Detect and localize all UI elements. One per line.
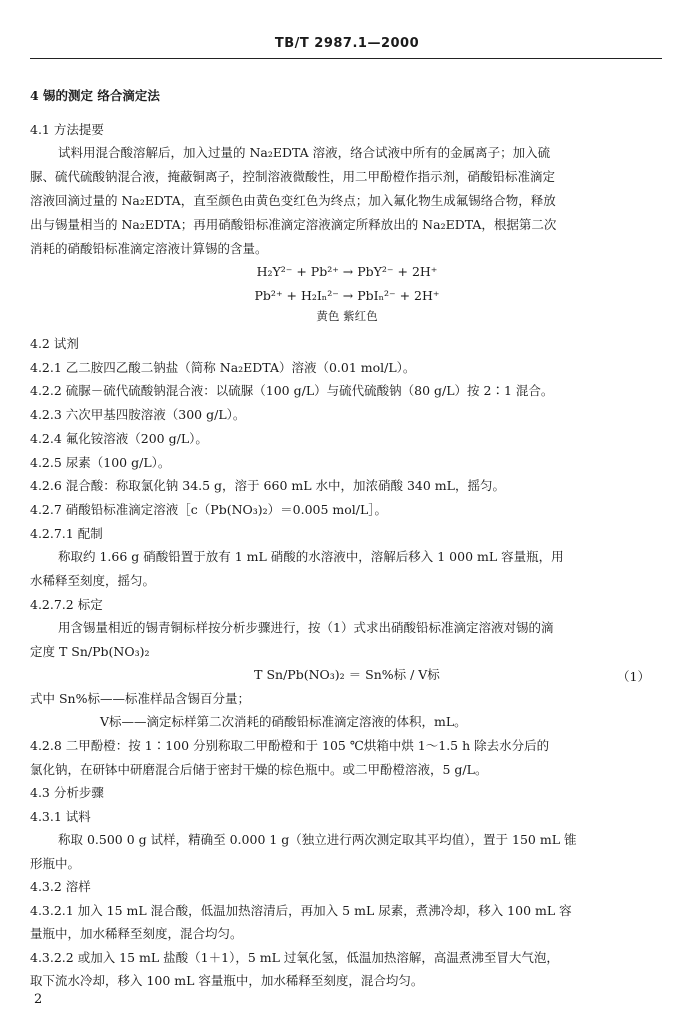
clause-line: 4.2.2 硫脲－硫代硫酸钠混合液：以硫脲（100 g/L）与硫代硫酸钠（80 g/L）按 2∶1 混合。	[30, 383, 554, 398]
paragraph-line: 出与锡量相当的 Na₂EDTA；再用硝酸铅标准滴定溶液滴定所释放出的 Na₂EDTA，根据第二次	[30, 217, 557, 232]
paragraph-line: 试料用混合酸溶解后，加入过量的 Na₂EDTA 溶液，络合试液中所有的金属离子；加入硫	[58, 145, 551, 160]
clause-line: 4.2.4 氟化铵溶液（200 g/L）。	[30, 431, 208, 446]
paragraph-line: 定度 T Sn/Pb(NO₃)₂	[30, 644, 150, 659]
clause-line: 4.3.2.1 加入 15 mL 混合酸，低温加热溶清后，再加入 5 mL 尿素，煮沸冷却，移入 100 mL 容	[30, 903, 572, 918]
paragraph-line: 用含锡量相近的锡青铜标样按分析步骤进行，按（1）式求出硝酸铅标准滴定溶液对锡的滴	[58, 620, 554, 635]
header-rule	[30, 58, 662, 59]
clause-heading: 4.2.7.2 标定	[30, 597, 103, 612]
clause-heading: 4.2.7.1 配制	[30, 526, 103, 541]
paragraph-line: 取下流水冷却，移入 100 mL 容量瓶中，加水稀释至刻度，混合均匀。	[30, 973, 424, 988]
subsection-heading: 4.2 试剂	[30, 336, 79, 351]
reaction-equation: Pb²⁺ + H₂Iₙ²⁻ → PbIₙ²⁻ + 2H⁺	[254, 288, 440, 303]
formula: T Sn/Pb(NO₃)₂ ＝ Sn%标 / V标	[254, 667, 440, 682]
page-header: TB/T 2987.1—2000	[274, 36, 420, 51]
clause-line: 4.2.8 二甲酚橙：按 1∶100 分别称取二甲酚橙和于 105 ℃烘箱中烘 1～1.5 h 除去水分后的	[30, 738, 550, 753]
paragraph-line: 溶液回滴过量的 Na₂EDTA，直至颜色由黄色变红色为终点；加入氟化物生成氟锡络合物，释放	[30, 193, 556, 208]
clause-heading: 4.3.2 溶样	[30, 879, 91, 894]
clause-line: 4.3.2.2 或加入 15 mL 盐酸（1＋1），5 mL 过氧化氢，低温加热溶解，高温煮沸至冒大气泡，	[30, 950, 559, 965]
reaction-equation: H₂Y²⁻ + Pb²⁺ → PbY²⁻ + 2H⁺	[256, 264, 438, 279]
clause-line: 4.2.5 尿素（100 g/L）。	[30, 455, 171, 470]
page-number: 2	[34, 992, 43, 1007]
equation-number: （1）	[617, 669, 650, 684]
formula-legend: V标——滴定标样第二次消耗的硝酸铅标准滴定溶液的体积，mL。	[100, 714, 467, 729]
color-labels: 黄色 紫红色	[316, 309, 378, 323]
paragraph-line: 形瓶中。	[30, 856, 81, 871]
clause-line: 4.2.3 六次甲基四胺溶液（300 g/L）。	[30, 407, 246, 422]
formula-legend: 式中 Sn%标——标准样品含锡百分量；	[30, 691, 250, 706]
clause-line: 4.2.7 硝酸铅标准滴定溶液［c（Pb(NO₃)₂）＝0.005 mol/L］。	[30, 502, 388, 517]
paragraph-line: 称取约 1.66 g 硝酸铅置于放有 1 mL 硝酸的水溶液中，溶解后移入 1 000 mL 容量瓶，用	[58, 549, 564, 564]
clause-line: 4.2.1 乙二胺四乙酸二钠盐（简称 Na₂EDTA）溶液（0.01 mol/L）。	[30, 360, 416, 375]
subsection-heading: 4.1 方法提要	[30, 122, 104, 137]
paragraph-line: 脲、硫代硫酸钠混合液，掩蔽铜离子，控制溶液微酸性，用二甲酚橙作指示剂，硝酸铅标准滴定	[30, 169, 556, 184]
paragraph-line: 称取 0.500 0 g 试样，精确至 0.000 1 g（独立进行两次测定取其平均值），置于 150 mL 锥	[58, 832, 577, 847]
clause-heading: 4.3.1 试料	[30, 809, 91, 824]
paragraph-line: 量瓶中，加水稀释至刻度，混合均匀。	[30, 926, 243, 941]
section-heading: 4 锡的测定 络合滴定法	[30, 88, 160, 103]
paragraph-line: 消耗的硝酸铅标准滴定溶液计算锡的含量。	[30, 241, 268, 256]
paragraph-line: 水稀释至刻度，摇匀。	[30, 573, 156, 588]
subsection-heading: 4.3 分析步骤	[30, 785, 104, 800]
paragraph-line: 氯化钠，在研钵中研磨混合后储于密封干燥的棕色瓶中。或二甲酚橙溶液，5 g/L。	[30, 762, 488, 777]
clause-line: 4.2.6 混合酸：称取氯化钠 34.5 g，溶于 660 mL 水中，加浓硝酸 340 mL，摇匀。	[30, 478, 505, 493]
